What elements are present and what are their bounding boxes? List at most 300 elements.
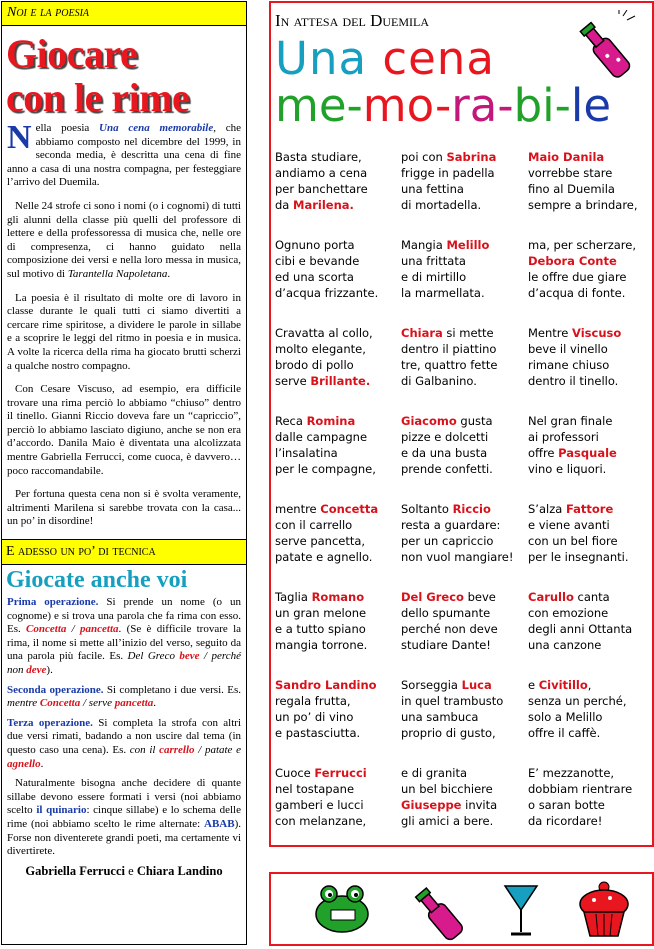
title1-segment: n	[308, 32, 339, 85]
rhyme-word: Concetta	[39, 697, 81, 710]
stanza	[275, 765, 367, 829]
stanza	[528, 501, 629, 565]
title2-segment: -	[497, 79, 514, 132]
verse-text: tre, quattro fette	[401, 358, 498, 372]
verse-text: vorrebbe stare	[528, 166, 613, 180]
verse-line	[401, 549, 514, 565]
verse-text: d’acqua frizzante.	[275, 286, 379, 300]
student-name: Giuseppe	[401, 798, 462, 812]
verse-line	[401, 501, 514, 517]
verse-line	[275, 621, 367, 637]
verse-line	[401, 693, 503, 709]
icon-strip	[269, 872, 654, 946]
student-name: Riccio	[452, 502, 491, 516]
verse-text: l’insalatina	[275, 446, 338, 460]
verse-text: Mangia	[401, 238, 447, 252]
verse-line	[528, 637, 632, 653]
verse-line	[401, 149, 496, 165]
stanza	[275, 149, 368, 213]
stanza	[401, 501, 514, 565]
verse-text: canta	[573, 590, 610, 604]
verse-text: non vuol mangiare!	[401, 550, 514, 564]
verse-text: beve il vinello	[528, 342, 608, 356]
verse-line	[528, 605, 632, 621]
verse-line	[275, 709, 377, 725]
verse-line	[528, 373, 621, 389]
title1-segment: e	[408, 32, 437, 85]
verse-line	[401, 517, 514, 533]
verse-line	[275, 429, 376, 445]
title1-segment: n	[436, 32, 467, 85]
paragraph: La poesia è il risultato di molte ore di lavoro in classe durante le quali tutti ci siamo divertiti a cercare rime spiritose, a dividere le parole in sillabe e a scoprire le leggi del ritmo in poesia e in musica. A volte la ricerca della rima ha giocato brutti scherzi a qualche nostro compagno.	[7, 291, 241, 372]
verse-line	[275, 765, 367, 781]
stanza	[528, 589, 632, 653]
verse-line	[528, 325, 621, 341]
text: / serve	[80, 697, 115, 710]
paragraph	[7, 200, 241, 282]
verse-text: perché non deve	[401, 622, 498, 636]
verse-text: prende confetti.	[401, 462, 493, 476]
author-signature	[7, 865, 241, 879]
verse-line	[528, 549, 629, 565]
verse-text: Reca	[275, 414, 307, 428]
verse-line	[275, 693, 377, 709]
verse-text: serve	[275, 374, 311, 388]
verse-line	[401, 429, 493, 445]
verse-text: dalle campagne	[275, 430, 368, 444]
rhyme-word: deve	[26, 664, 47, 676]
verse-line	[275, 781, 367, 797]
text: il quinario	[36, 804, 87, 817]
text: Si completano i due versi. Es.	[103, 683, 241, 696]
verse-text: dentro il piattino	[401, 342, 497, 356]
verse-text: vino e liquori.	[528, 462, 607, 476]
article-body	[2, 119, 246, 529]
student-name: Civitillo	[538, 678, 588, 692]
text: / patate e	[194, 743, 241, 756]
student-name: Del Greco	[401, 590, 464, 604]
student-name: Marilena.	[293, 198, 354, 212]
verse-line	[275, 197, 368, 213]
verse-line	[528, 341, 621, 357]
verse-text: mangia torrone.	[275, 638, 368, 652]
verse-text: gusta	[456, 414, 493, 428]
verse-text: studiare Dante!	[401, 638, 491, 652]
verse-text: in quel trambusto	[401, 694, 504, 708]
verse-text: resta a guardare:	[401, 518, 501, 532]
stanza	[275, 501, 378, 565]
stanza	[528, 325, 621, 389]
stanza	[275, 325, 373, 389]
author-name: Chiara Landino	[136, 863, 223, 878]
verse-text: da	[275, 198, 294, 212]
verse-text: offre	[528, 446, 559, 460]
rhyme-word: Concetta	[26, 623, 67, 636]
paragraph	[7, 777, 241, 859]
verse-line	[528, 813, 632, 829]
verse-text: una fettina	[401, 182, 464, 196]
verse-line	[401, 461, 493, 477]
verse-line	[275, 269, 378, 285]
verse-text: dentro il tinello.	[528, 374, 619, 388]
student-name: Viscuso	[572, 326, 622, 340]
verse-line	[401, 237, 489, 253]
verse-text: per le compagne,	[275, 462, 376, 476]
text: Naturalmente bisogna anche decidere di quante sillabe devono essere formati i versi (noi abbiamo scelto	[7, 777, 241, 817]
student-name: Giacomo	[401, 414, 457, 428]
verse-text: Sorseggia	[401, 678, 462, 692]
student-name: Sandro Landino	[275, 678, 377, 692]
verse-line	[528, 533, 629, 549]
verse-text: per le insegnanti.	[528, 550, 629, 564]
verse-line	[275, 373, 373, 389]
verse-line	[528, 797, 632, 813]
verse-text: Cuoce	[275, 766, 315, 780]
rhyme-word: pancetta	[114, 697, 154, 710]
verse-line	[401, 197, 496, 213]
title1-segment: a	[466, 32, 495, 85]
verse-text: S’alza	[528, 502, 566, 516]
title2-segment: ra	[451, 79, 498, 132]
student-name: Luca	[461, 678, 492, 692]
verse-text: andiamo a cena	[275, 166, 368, 180]
verse-text: per un capriccio	[401, 534, 494, 548]
verse-line	[401, 589, 498, 605]
verse-line	[401, 765, 497, 781]
verse-line	[401, 325, 497, 341]
text: : cinque sillabe) e lo schema delle rime (noi abbiamo scelto le rime alternate:	[7, 804, 241, 830]
student-name: Chiara	[401, 326, 443, 340]
verse-text: ai professori	[528, 430, 599, 444]
verse-line	[275, 501, 378, 517]
verse-line	[528, 693, 627, 709]
rhyme-word: pancetta	[80, 623, 119, 636]
verse-text: rimane chiuso	[528, 358, 610, 372]
text: . (Se è difficile trovare la rima, il nome si mette all’inizio del verso, seguito da una parola più facile. Es.	[7, 623, 242, 663]
article-title	[2, 26, 246, 120]
student-name: Maio Danila	[528, 150, 605, 164]
text: Del Greco	[127, 650, 180, 663]
verse-text: con emozione	[528, 606, 609, 620]
stanza	[275, 589, 367, 653]
verse-line	[528, 269, 636, 285]
verse-text: Basta studiare,	[275, 150, 362, 164]
stanza	[401, 413, 493, 477]
verse-line	[275, 549, 378, 565]
section-kicker: Noi e la poesia	[2, 2, 246, 26]
verse-line	[275, 589, 367, 605]
text: .	[153, 697, 156, 710]
verse-text: e di granita	[401, 766, 467, 780]
verse-line	[275, 341, 373, 357]
stanza	[528, 237, 636, 301]
verse-text: invita	[461, 798, 498, 812]
text: mentre	[7, 697, 40, 710]
verse-text: serve pancetta,	[275, 534, 366, 548]
verse-text: solo a Melillo	[528, 710, 603, 724]
verse-line	[275, 149, 368, 165]
verse-text: E’ mezzanotte,	[528, 766, 615, 780]
bottle-icon	[573, 10, 637, 84]
poem-title-line2	[275, 79, 612, 132]
verse-line	[528, 781, 632, 797]
verse-text: frigge in padella	[401, 166, 495, 180]
verse-text: con melanzane,	[275, 814, 367, 828]
text: Si completa la strofa con altri due versi rimati, badando a non uscire dal tema (in questo caso una cena). Es.	[7, 716, 241, 756]
verse-text: degli anni Ottanta	[528, 622, 633, 636]
verse-text: e a tutto spiano	[275, 622, 366, 636]
student-name: Sabrina	[446, 150, 497, 164]
verse-line	[275, 325, 373, 341]
verse-text: un po’ di vino	[275, 710, 354, 724]
stanza	[528, 413, 617, 477]
verse-text: Mentre	[528, 326, 573, 340]
verse-text: sempre a brindare,	[528, 198, 638, 212]
verse-line	[401, 285, 489, 301]
verse-line	[401, 269, 489, 285]
verse-line	[401, 341, 497, 357]
verse-line	[401, 637, 498, 653]
text: con il	[129, 743, 160, 756]
verse-text: senza un perché,	[528, 694, 627, 708]
verse-line	[528, 357, 621, 373]
verse-line	[528, 253, 636, 269]
text: ). Forse non diventerete grandi poeti, ma certamente vi divertirete.	[7, 817, 241, 858]
verse-text: le offre due giare	[528, 270, 627, 284]
verse-text: gli amici a bere.	[401, 814, 494, 828]
verse-text: fino al Duemila	[528, 182, 615, 196]
verse-line	[401, 709, 503, 725]
verse-line	[275, 725, 377, 741]
text: Si prende un nome (o un cognome) e si trova una parola che fa rima con esso. Es.	[7, 596, 241, 636]
text: ella poesia	[35, 122, 100, 134]
verse-line	[275, 165, 368, 181]
verse-line	[528, 725, 627, 741]
poem-title-ref: Una cena memorabile	[99, 122, 214, 134]
paragraph: Per fortuna questa cena non si è svolta veramente, altrimenti Marilena si sarebbe trovata con la casa... un po’ in disordine!	[7, 488, 241, 528]
verse-text: offre il caffè.	[528, 726, 601, 740]
verse-text: e di mirtillo	[401, 270, 467, 284]
verse-text: patate e agnello.	[275, 550, 373, 564]
verse-text: o saran botte	[528, 798, 605, 812]
verse-text: si mette	[442, 326, 494, 340]
verse-text: la marmellata.	[401, 286, 485, 300]
verse-line	[275, 461, 376, 477]
verse-text: e viene avanti	[528, 518, 610, 532]
text: / perché non	[7, 650, 241, 676]
verse-line	[275, 517, 378, 533]
title2-segment: le	[570, 79, 612, 132]
stanza	[401, 765, 497, 829]
verse-line	[401, 165, 496, 181]
stanza	[401, 237, 489, 301]
verse-text: da ricordare!	[528, 814, 603, 828]
stanza	[401, 589, 498, 653]
verse-line	[401, 357, 497, 373]
verse-line	[528, 197, 638, 213]
poem-kicker: In attesa del Duemila	[275, 11, 430, 30]
verse-text: pizze e dolcetti	[401, 430, 489, 444]
section-kicker-technique: E adesso un po’ di tecnica	[2, 539, 246, 565]
verse-line	[401, 797, 497, 813]
verse-line	[401, 445, 493, 461]
verse-line	[401, 677, 503, 693]
verse-line	[528, 589, 632, 605]
paragraph	[7, 684, 241, 711]
student-name: Brillante.	[310, 374, 371, 388]
verse-line	[401, 725, 503, 741]
text: .	[167, 267, 171, 280]
verse-line	[275, 237, 378, 253]
rhyme-word: beve	[179, 650, 200, 663]
cupcake-icon	[576, 878, 632, 940]
verse-text: beve	[463, 590, 496, 604]
stanza	[401, 149, 496, 213]
verse-text: Ognuno porta	[275, 238, 355, 252]
stanza	[528, 149, 638, 213]
title2-segment: -	[554, 79, 571, 132]
verse-text: cibi e bevande	[275, 254, 360, 268]
verse-text: e	[528, 678, 539, 692]
title2-segment: bi	[513, 79, 555, 132]
verse-text: con il carrello	[275, 518, 353, 532]
verse-line	[275, 797, 367, 813]
verse-text: Taglia	[275, 590, 312, 604]
text: , che abbiamo composto nel dicembre del 1999, in seconda media, è descritta una cena di fine anno a casa di una nostra compagna, per festeggiare l’arrivo del Duemila.	[7, 122, 241, 189]
title1-segment	[367, 32, 382, 85]
student-name: Debora Conte	[528, 254, 617, 268]
title1-segment: a	[338, 32, 368, 85]
verse-line	[528, 461, 617, 477]
verse-text: brodo di pollo	[275, 358, 354, 372]
verse-text: molto elegante,	[275, 342, 366, 356]
student-name: Ferrucci	[314, 766, 367, 780]
verse-line	[528, 677, 627, 693]
verse-line	[528, 165, 638, 181]
verse-line	[528, 149, 638, 165]
text: Nelle 24 strofe ci sono i nomi (o i cognomi) di tutti gli alunni della classe più quelli del professore di lettere e della professoressa di musica che, nelle ore di compresenza, ci hanno guidato nella composizione dei versi e nella loro messa in musica, sul motivo di	[7, 199, 241, 280]
bottle-icon	[411, 878, 467, 944]
verse-text: per banchettare	[275, 182, 368, 196]
verse-line	[275, 813, 367, 829]
verse-line	[275, 357, 373, 373]
paragraph: Con Cesare Viscuso, ad esempio, era difficile trovare una rima perciò lo abbiamo “chiuso” dentro il tinello. Gianni Riccio doveva fare un “capriccio”, perciò lo abbiamo lasciato digiuno, anche se non era d’accordo. Danila Maio è diventata una alcolizzata mentre Gabriella Ferrucci, come cuoca, è davvero… poco raccomandabile.	[7, 383, 241, 477]
text: ).	[46, 664, 53, 676]
verse-line	[528, 181, 638, 197]
verse-line	[401, 621, 498, 637]
verse-text: dobbiam rientrare	[528, 782, 633, 796]
verse-line	[401, 253, 489, 269]
verse-line	[401, 781, 497, 797]
text: /	[66, 623, 81, 636]
verse-line	[401, 605, 498, 621]
student-name: Melillo	[446, 238, 490, 252]
title1-segment: U	[275, 32, 309, 85]
verse-line	[528, 517, 629, 533]
verse-line	[275, 181, 368, 197]
verse-text: ,	[587, 678, 592, 692]
article-title-line2: con le rime	[6, 75, 190, 120]
stanza	[528, 677, 627, 741]
verse-line	[401, 813, 497, 829]
title2-segment: -	[346, 79, 363, 132]
text: ABAB	[204, 817, 235, 830]
operation-label: Seconda operazione.	[7, 683, 104, 696]
verse-text: Soltanto	[401, 502, 453, 516]
poem-box	[269, 1, 654, 847]
verse-text: nel tostapane	[275, 782, 355, 796]
paragraph	[7, 596, 241, 678]
text: e	[125, 863, 137, 878]
verse-line	[528, 413, 617, 429]
verse-line	[528, 285, 636, 301]
verse-line	[528, 237, 636, 253]
paragraph	[7, 717, 241, 771]
verse-text: un gran melone	[275, 606, 367, 620]
title2-segment: me	[275, 79, 347, 132]
verse-line	[275, 677, 377, 693]
title1-segment: c	[382, 32, 409, 85]
stanza	[275, 677, 377, 741]
text: Tarantella Napoletana	[67, 267, 168, 280]
section-subtitle: Giocate anche voi	[6, 567, 188, 594]
student-name: Concetta	[320, 502, 379, 516]
verse-line	[528, 429, 617, 445]
verse-line	[275, 605, 367, 621]
drop-cap: N	[7, 119, 32, 156]
student-name: Fattore	[565, 502, 614, 516]
paragraph	[7, 119, 241, 190]
verse-text: poi con	[401, 150, 447, 164]
verse-line	[275, 637, 367, 653]
verse-line	[528, 621, 632, 637]
verse-text: ma, per scherzare,	[528, 238, 637, 252]
verse-text: d’acqua di fonte.	[528, 286, 626, 300]
student-name: Pasquale	[558, 446, 617, 460]
verse-text: proprio di gusto,	[401, 726, 496, 740]
verse-text: una frittata	[401, 254, 466, 268]
operation-label: Terza operazione.	[7, 716, 93, 729]
verse-text: mentre	[275, 502, 321, 516]
verse-text: una canzone	[528, 638, 602, 652]
author-name: Gabriella Ferrucci	[25, 863, 125, 878]
title2-segment: -	[434, 79, 452, 132]
verse-line	[401, 373, 497, 389]
verse-text: con un bel fiore	[528, 534, 618, 548]
cocktail-glass-icon	[501, 880, 541, 940]
verse-line	[275, 445, 376, 461]
verse-text: e pastasciutta.	[275, 726, 361, 740]
verse-text: di mortadella.	[401, 198, 482, 212]
text: .	[40, 757, 44, 770]
verse-text: un bel bicchiere	[401, 782, 493, 796]
title2-segment: mo	[362, 79, 435, 132]
stanza	[401, 325, 497, 389]
stanza	[528, 765, 632, 829]
verse-line	[275, 533, 378, 549]
verse-line	[528, 501, 629, 517]
verse-line	[275, 285, 378, 301]
verse-line	[528, 445, 617, 461]
verse-text: di Galbanino.	[401, 374, 477, 388]
verse-line	[401, 181, 496, 197]
operation-label: Prima operazione.	[7, 596, 99, 609]
rhyme-word: agnello	[7, 757, 41, 770]
article-title-line1: Giocare	[6, 31, 138, 76]
student-name: Romano	[311, 590, 365, 604]
verse-line	[401, 533, 514, 549]
verse-text: ed una scorta	[275, 270, 354, 284]
